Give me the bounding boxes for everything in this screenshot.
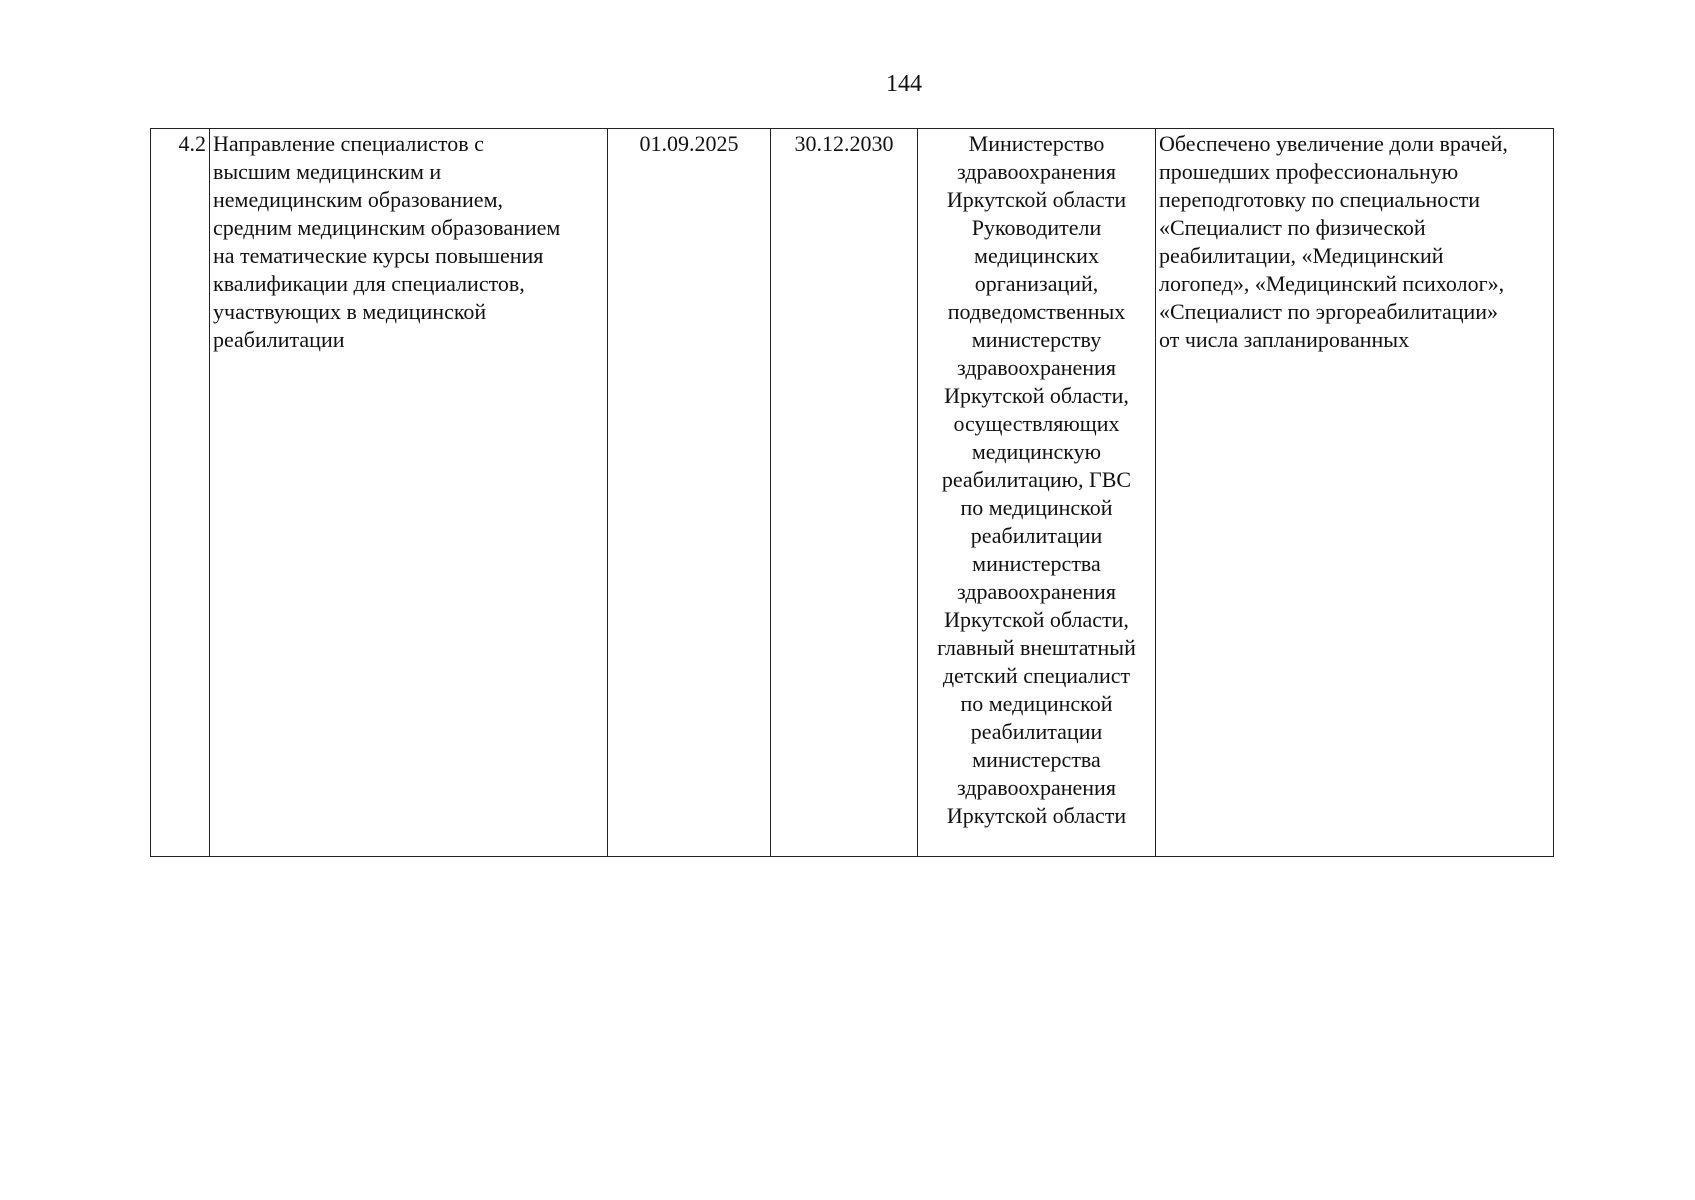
- executor-line: министерства: [972, 747, 1101, 772]
- executor-line: здравоохранения: [957, 159, 1116, 184]
- row-number-cell: 4.2: [151, 129, 210, 857]
- executor-line: Иркутской области,: [944, 383, 1129, 408]
- executor-line: реабилитацию, ГВС: [941, 467, 1132, 492]
- expected-result-cell: [1156, 129, 1554, 857]
- measure-name-line: реабилитации: [213, 327, 345, 352]
- executor-line: Иркутской области: [946, 803, 1127, 828]
- executor-line: по медицинской: [960, 691, 1113, 716]
- executor-line: медицинских: [974, 243, 1099, 268]
- executor-line: министерству: [971, 327, 1102, 352]
- executor-line: здравоохранения: [957, 775, 1116, 800]
- measure-name-line: участвующих в медицинской: [213, 299, 487, 324]
- result-line: «Специалист по эргореабилитации»: [1159, 299, 1499, 324]
- measure-name-line: на тематические курсы повышения: [213, 243, 544, 268]
- measure-name-line: средним медицинским образованием: [213, 215, 561, 240]
- page-number: 144: [886, 71, 922, 97]
- executor-line: Министерство: [968, 131, 1105, 156]
- table-row: [151, 129, 1554, 857]
- result-line: реабилитации, «Медицинский: [1159, 243, 1444, 268]
- executor-line: осуществляющих: [953, 411, 1120, 436]
- end-date-cell: 30.12.2030: [771, 129, 918, 857]
- result-line: Обеспечено увеличение доли врачей,: [1159, 131, 1508, 156]
- result-line: «Специалист по физической: [1159, 215, 1426, 240]
- executor-line: Иркутской области: [946, 187, 1127, 212]
- executor-line: главный внештатный: [937, 635, 1136, 660]
- start-date-cell: 01.09.2025: [608, 129, 771, 857]
- executor-cell: [918, 129, 1156, 857]
- executor-line: Руководители: [971, 215, 1102, 240]
- executor-line: здравоохранения: [957, 355, 1116, 380]
- result-line: переподготовку по специальности: [1159, 187, 1480, 212]
- measure-name-line: квалификации для специалистов,: [213, 271, 525, 296]
- executor-line: Иркутской области,: [944, 607, 1129, 632]
- result-line: прошедших профессиональную: [1159, 159, 1459, 184]
- measure-name-line: Направление специалистов с: [213, 131, 484, 156]
- executor-line: медицинскую: [971, 439, 1102, 464]
- executor-line: организаций,: [974, 271, 1099, 296]
- executor-line: реабилитации: [970, 523, 1103, 548]
- executor-line: детский специалист: [942, 663, 1131, 688]
- result-line: от числа запланированных: [1159, 327, 1410, 352]
- executor-line: министерства: [972, 551, 1101, 576]
- result-line: логопед», «Медицинский психолог»,: [1159, 271, 1505, 296]
- executor-line: здравоохранения: [957, 579, 1116, 604]
- measures-table: [150, 128, 1554, 857]
- executor-line: реабилитации: [970, 719, 1103, 744]
- executor-line: подведомственных: [947, 299, 1126, 324]
- measure-name-line: высшим медицинским и: [213, 159, 442, 184]
- measure-name-line: немедицинским образованием,: [213, 187, 503, 212]
- measure-name-cell: [210, 129, 608, 857]
- executor-line: по медицинской: [960, 495, 1113, 520]
